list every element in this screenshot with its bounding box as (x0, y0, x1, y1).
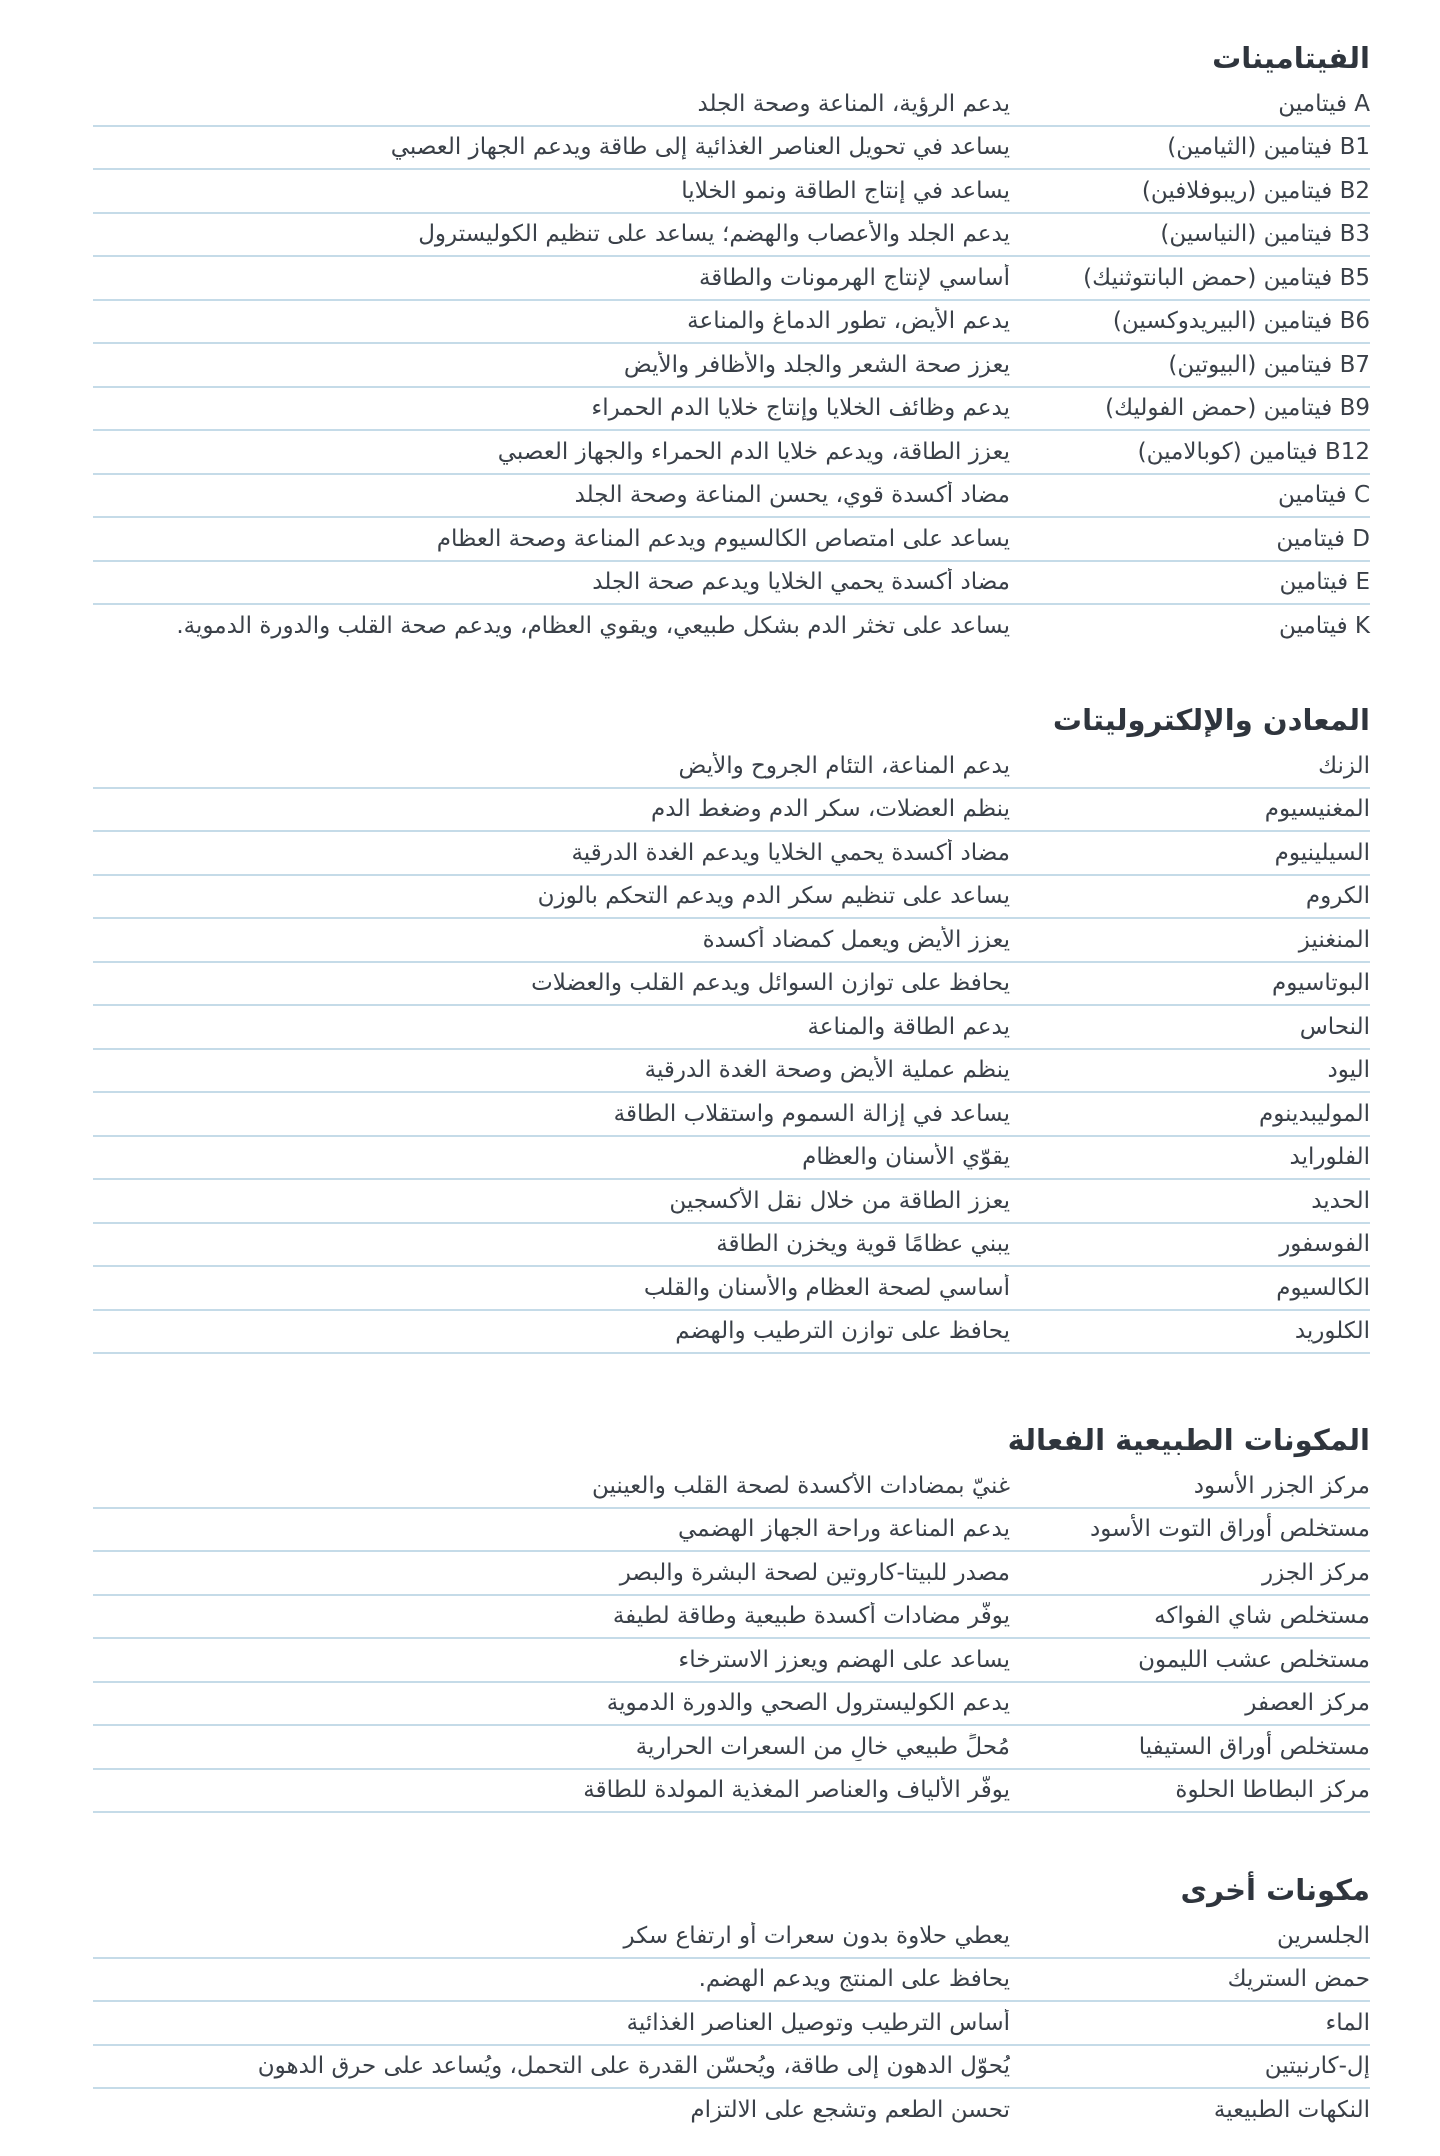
ingredient-name: حمض الستريك (1227, 1966, 1370, 1993)
ingredient-description: يساعد على تنظيم سكر الدم ويدعم التحكم بالوزن (537, 883, 1010, 910)
ingredient-row (93, 1639, 1370, 1683)
ingredient-row (93, 789, 1370, 833)
ingredient-description: يعزز صحة الشعر والجلد والأظافر والأيض (623, 351, 1010, 378)
ingredient-description: يوفّر مضادات أكسدة طبيعية وطاقة لطيفة (612, 1603, 1010, 1630)
ingredient-row (93, 1224, 1370, 1268)
ingredient-list (93, 1915, 1370, 2133)
ingredient-name: B9 فيتامين (حمض الفوليك) (1105, 395, 1370, 422)
ingredient-description: يدعم الأيض، تطور الدماغ والمناعة (687, 308, 1010, 335)
ingredient-name: B5 فيتامين (حمض البانتوثنيك) (1083, 264, 1370, 291)
ingredient-row (93, 1770, 1370, 1814)
ingredient-row (93, 1726, 1370, 1770)
ingredient-description: مصدر للبيتا-كاروتين لصحة البشرة والبصر (619, 1559, 1010, 1586)
ingredient-name: الفلورايد (1289, 1144, 1370, 1171)
ingredient-description: يعزز الطاقة من خلال نقل الأكسجين (669, 1187, 1010, 1214)
ingredient-row (93, 257, 1370, 301)
ingredient-name: مستخلص شاي الفواكه (1154, 1603, 1370, 1630)
ingredient-description: يدعم الطاقة والمناعة (807, 1013, 1010, 1040)
ingredient-name: K فيتامين (1278, 612, 1370, 639)
ingredient-name: B6 فيتامين (البيريدوكسين) (1112, 308, 1370, 335)
ingredient-description: يساعد في تحويل العناصر الغذائية إلى طاقة ويدعم الجهاز العصبي (390, 134, 1010, 161)
ingredient-name: مركز العصفر (1245, 1690, 1370, 1717)
ingredient-row (93, 1915, 1370, 1959)
ingredient-description: يحافظ على توازن السوائل ويدعم القلب والعضلات (531, 970, 1010, 997)
ingredient-row (93, 344, 1370, 388)
ingredient-list (93, 83, 1370, 649)
ingredient-name: المغنيسيوم (1264, 796, 1370, 823)
ingredient-row (93, 2089, 1370, 2133)
ingredient-row (93, 1267, 1370, 1311)
ingredient-description: أساسي لإنتاج الهرمونات والطاقة (698, 264, 1010, 291)
ingredient-row (93, 562, 1370, 606)
ingredient-description: يحافظ على المنتج ويدعم الهضم. (698, 1966, 1010, 1993)
ingredient-row (93, 1180, 1370, 1224)
ingredient-description: يدعم الجلد والأعصاب والهضم؛ يساعد على تنظيم الكوليسترول (418, 221, 1010, 248)
ingredient-name: C فيتامين (1277, 482, 1370, 509)
ingredient-name: المنغنيز (1298, 926, 1370, 953)
ingredient-name: A فيتامين (1278, 90, 1370, 117)
ingredient-name: السيلينيوم (1274, 839, 1370, 866)
ingredient-row (93, 301, 1370, 345)
ingredient-name: B2 فيتامين (ريبوفلافين) (1141, 177, 1370, 204)
ingredient-name: الكلوريد (1294, 1318, 1370, 1345)
ingredient-description: يقوّي الأسنان والعظام (802, 1144, 1010, 1171)
ingredient-row (93, 2002, 1370, 2046)
ingredient-row (93, 1006, 1370, 1050)
ingredient-list (93, 745, 1370, 1354)
ingredient-row (93, 1683, 1370, 1727)
ingredient-name: الحديد (1311, 1187, 1370, 1214)
ingredient-row (93, 1959, 1370, 2003)
ingredient-description: يدعم الرؤية، المناعة وصحة الجلد (697, 90, 1010, 117)
ingredient-description: يساعد على الهضم ويعزز الاسترخاء (678, 1646, 1010, 1673)
ingredient-description: يدعم المناعة وراحة الجهاز الهضمي (678, 1516, 1010, 1543)
ingredient-description: مضاد أكسدة يحمي الخلايا ويدعم الغدة الدرقية (571, 839, 1010, 866)
ingredient-description: أساسي لصحة العظام والأسنان والقلب (643, 1274, 1010, 1301)
ingredient-row (93, 1137, 1370, 1181)
ingredient-name: الزنك (1318, 752, 1370, 779)
ingredient-name: الماء (1325, 2009, 1370, 2036)
ingredient-description: يبني عظامًا قوية ويخزن الطاقة (716, 1231, 1010, 1258)
ingredient-description: ينظم العضلات، سكر الدم وضغط الدم (651, 796, 1010, 823)
ingredient-description: يُحوّل الدهون إلى طاقة، ويُحسّن القدرة على التحمل، ويُساعد على حرق الدهون (257, 2053, 1010, 2080)
ingredient-row (93, 1093, 1370, 1137)
ingredient-name: مركز البطاطا الحلوة (1175, 1777, 1370, 1804)
ingredient-description: مضاد أكسدة يحمي الخلايا ويدعم صحة الجلد (592, 569, 1010, 596)
ingredient-name: E فيتامين (1279, 569, 1370, 596)
ingredient-name: مستخلص عشب الليمون (1138, 1646, 1370, 1673)
ingredient-name: الموليبدينوم (1258, 1100, 1370, 1127)
ingredient-description: ينظم عملية الأيض وصحة الغدة الدرقية (644, 1057, 1010, 1084)
section-title: مكونات أخرى (1180, 1873, 1370, 1907)
ingredient-row (93, 963, 1370, 1007)
ingredient-row (93, 170, 1370, 214)
vitamins-section (93, 33, 1370, 649)
section-title: المكونات الطبيعية الفعالة (1007, 1423, 1370, 1457)
ingredient-name: B7 فيتامين (البيوتين) (1168, 351, 1370, 378)
ingredient-row (93, 83, 1370, 127)
ingredient-description: يدعم وظائف الخلايا وإنتاج خلايا الدم الحمراء (591, 395, 1010, 422)
ingredient-row (93, 127, 1370, 171)
ingredient-description: غنيّ بمضادات الأكسدة لصحة القلب والعينين (591, 1472, 1010, 1499)
ingredient-row (93, 1311, 1370, 1355)
ingredient-name: مركز الجزر الأسود (1193, 1472, 1370, 1499)
ingredient-description: أساس الترطيب وتوصيل العناصر الغذائية (626, 2009, 1010, 2036)
ingredient-description: يعزز الأيض ويعمل كمضاد أكسدة (702, 926, 1010, 953)
ingredient-description: يدعم الكوليسترول الصحي والدورة الدموية (606, 1690, 1010, 1717)
ingredient-description: مُحلٍّ طبيعي خالٍ من السعرات الحرارية (635, 1733, 1010, 1760)
other-ingredients-section (93, 1865, 1370, 2133)
ingredient-list (93, 1465, 1370, 1813)
ingredient-row (93, 214, 1370, 258)
ingredient-description: يدعم المناعة، التئام الجروح والأيض (678, 752, 1010, 779)
ingredient-name: النحاس (1299, 1013, 1370, 1040)
ingredient-row (93, 919, 1370, 963)
ingredient-row (93, 1509, 1370, 1553)
ingredient-row (93, 1465, 1370, 1509)
ingredient-name: B1 فيتامين (الثيامين) (1167, 134, 1370, 161)
ingredient-row (93, 475, 1370, 519)
minerals-section (93, 695, 1370, 1354)
ingredient-description: يعطي حلاوة بدون سعرات أو ارتفاع سكر (623, 1922, 1010, 1949)
ingredient-name: B3 فيتامين (النياسين) (1160, 221, 1370, 248)
ingredient-description: يعزز الطاقة، ويدعم خلايا الدم الحمراء والجهاز العصبي (497, 438, 1010, 465)
ingredient-name: اليود (1327, 1057, 1370, 1084)
section-title: الفيتامينات (1212, 41, 1370, 75)
ingredient-name: النكهات الطبيعية (1213, 2096, 1370, 2123)
ingredient-description: يساعد في إزالة السموم واستقلاب الطاقة (613, 1100, 1010, 1127)
ingredient-name: B12 فيتامين (كوبالامين) (1137, 438, 1370, 465)
ingredient-name: D فيتامين (1276, 525, 1370, 552)
ingredient-row (93, 431, 1370, 475)
ingredient-description: يساعد في إنتاج الطاقة ونمو الخلايا (681, 177, 1010, 204)
ingredient-row (93, 832, 1370, 876)
ingredient-description: تحسن الطعم وتشجع على الالتزام (690, 2096, 1010, 2123)
ingredient-name: الكالسيوم (1276, 1274, 1370, 1301)
ingredient-row (93, 1596, 1370, 1640)
ingredient-name: إل-كارنيتين (1264, 2053, 1370, 2080)
ingredient-name: مستخلص أوراق الستيفيا (1138, 1733, 1370, 1760)
ingredient-description: يحافظ على توازن الترطيب والهضم (675, 1318, 1010, 1345)
ingredient-description: يساعد على امتصاص الكالسيوم ويدعم المناعة وصحة العظام (436, 525, 1010, 552)
ingredient-description: يوفّر الألياف والعناصر المغذية المولدة للطاقة (583, 1777, 1010, 1804)
ingredient-row (93, 745, 1370, 789)
section-title: المعادن والإلكتروليتات (1052, 703, 1370, 737)
ingredient-description: يساعد على تخثر الدم بشكل طبيعي، ويقوي العظام، ويدعم صحة القلب والدورة الدموية. (176, 612, 1010, 639)
natural-ingredients-section (93, 1415, 1370, 1813)
ingredient-name: مركز الجزر (1261, 1559, 1370, 1586)
ingredient-name: الفوسفور (1279, 1231, 1370, 1258)
ingredient-row (93, 1050, 1370, 1094)
ingredient-row (93, 876, 1370, 920)
ingredient-row (93, 605, 1370, 649)
ingredient-description: مضاد أكسدة قوي، يحسن المناعة وصحة الجلد (574, 482, 1010, 509)
ingredient-row (93, 1552, 1370, 1596)
ingredient-row (93, 388, 1370, 432)
ingredient-name: البوتاسيوم (1272, 970, 1370, 997)
ingredient-row (93, 518, 1370, 562)
ingredient-name: الكروم (1305, 883, 1370, 910)
ingredient-name: الجلسرين (1277, 1922, 1370, 1949)
ingredient-name: مستخلص أوراق التوت الأسود (1090, 1516, 1370, 1543)
ingredient-row (93, 2046, 1370, 2090)
